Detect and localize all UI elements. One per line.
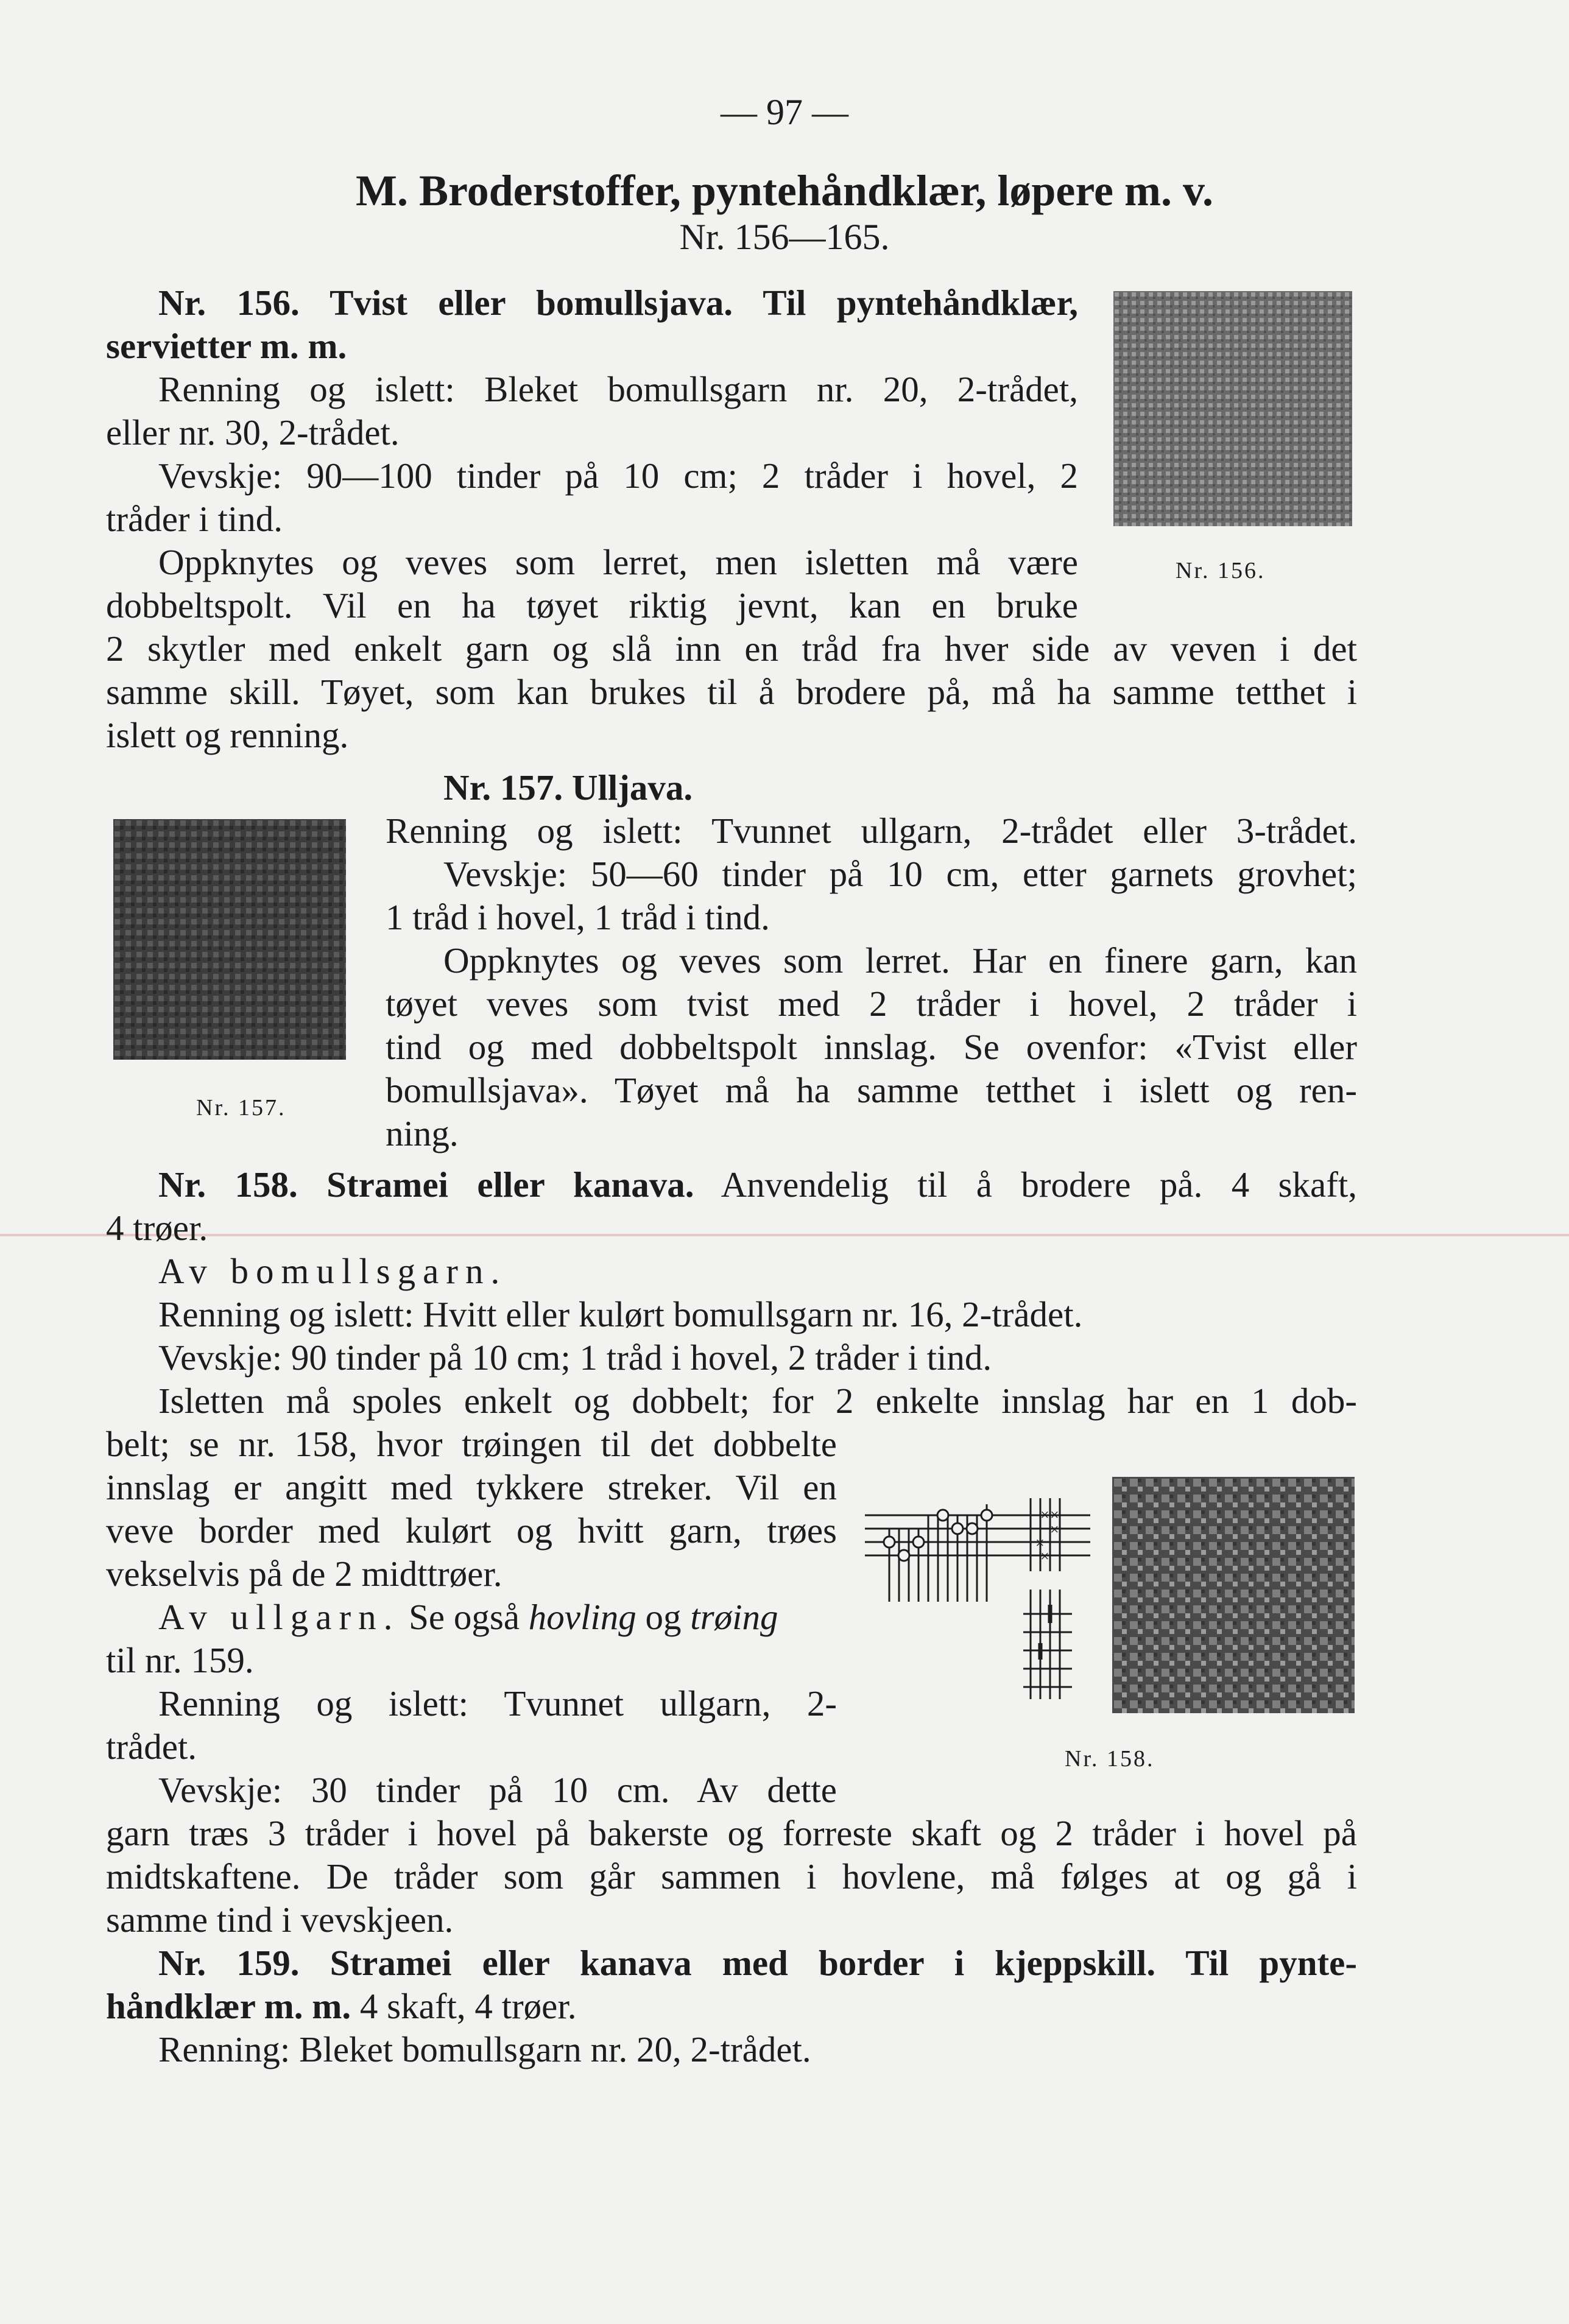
s158-line-8: innslag er angitt med tykkere streker. Vil en — [106, 1467, 837, 1507]
s159-line-3: Renning: Bleket bomullsgarn nr. 20, 2-trådet. — [158, 2029, 811, 2069]
svg-text:×: × — [1050, 1521, 1059, 1538]
s159-heading-cont: håndklær m. m. — [106, 1986, 351, 2026]
fabric-swatch-158 — [1112, 1477, 1355, 1713]
s159-heading-line-1 — [158, 1942, 1357, 1984]
fabric-swatch-156 — [1113, 291, 1352, 526]
s157-line-7: bomullsjava». Tøyet må ha samme tetthet i islett og ren- — [386, 1070, 1357, 1110]
s159-heading: Stramei eller kanava med border i kjeppskill. Til pynte- — [330, 1943, 1357, 1983]
s158-line-12: til nr. 159. — [106, 1640, 254, 1680]
s157-line-4: Oppknytes og veves som lerret. Har en finere garn, kan — [443, 940, 1357, 981]
s159-heading-line-2 — [106, 1985, 576, 2027]
section-range: Nr. 156—165. — [679, 217, 890, 257]
s156-heading-line-2: servietter m. m. — [106, 326, 347, 366]
s156-line-2: eller nr. 30, 2-trådet. — [106, 412, 400, 452]
s157-heading-line — [443, 766, 693, 809]
s156-line-8: samme skill. Tøyet, som kan brukes til å brodere på, må ha samme tetthet i — [106, 672, 1357, 712]
s158-line-14: trådet. — [106, 1727, 197, 1767]
s158-line-4: Renning og islett: Hvitt eller kulørt bomullsgarn nr. 16, 2-trådet. — [158, 1294, 1083, 1334]
s158-line-11 — [158, 1596, 778, 1638]
s156-line-1: Renning og islett: Bleket bomullsgarn nr. 20, 2-trådet, — [158, 369, 1078, 409]
svg-text:×: × — [1040, 1506, 1049, 1524]
s158-line-2: 4 trøer. — [106, 1208, 208, 1248]
caption-156: Nr. 156. — [1176, 558, 1266, 583]
s157-line-6: tind og med dobbeltspolt innslag. Se ovenfor: «Tvist eller — [386, 1027, 1357, 1067]
s156-line-6: dobbeltspolt. Vil en ha tøyet riktig jevnt, kan en bruke — [106, 585, 1078, 625]
s158-line-9: veve border med kulørt og hvitt garn, trøes — [106, 1510, 837, 1551]
s158-line-6: Isletten må spoles enkelt og dobbelt; for 2 enkelte innslag har en 1 dob- — [158, 1381, 1357, 1421]
s158-and: og — [636, 1597, 691, 1637]
s158-line-13: Renning og islett: Tvunnet ullgarn, 2- — [158, 1683, 837, 1724]
s158-troing: trøing — [690, 1597, 778, 1637]
s158-line-7: belt; se nr. 158, hvor trøingen til det dobbelte — [106, 1424, 837, 1464]
page-number: — 97 — — [721, 92, 848, 132]
s156-line-7: 2 skytler med enkelt garn og slå inn en tråd fra hver side av veven i det — [106, 629, 1357, 669]
s156-line-9: islett og renning. — [106, 715, 349, 755]
s158-line-16: garn træs 3 tråder i hovel på bakerste og forreste skaft og 2 tråder i hovel på — [106, 1813, 1357, 1853]
s157-line-2: Vevskje: 50—60 tinder på 10 cm, etter garnets grovhet; — [443, 854, 1357, 894]
svg-text:×: × — [1040, 1548, 1049, 1565]
s157-number: Nr. 157. — [443, 767, 563, 808]
s156-line-5: Oppknytes og veves som lerret, men isletten må være — [158, 542, 1078, 582]
s157-line-3: 1 tråd i hovel, 1 tråd i tind. — [386, 897, 770, 937]
s158-see-also: Se også — [400, 1597, 529, 1637]
svg-text:×: × — [1050, 1506, 1059, 1524]
caption-158: Nr. 158. — [1065, 1746, 1155, 1772]
s158-line-15: Vevskje: 30 tinder på 10 cm. Av dette — [158, 1770, 837, 1810]
s158-heading: Stramei eller kanava. — [326, 1164, 694, 1205]
s156-line-4: tråder i tind. — [106, 499, 283, 539]
s158-line-3: Av bomullsgarn. — [158, 1251, 507, 1291]
s159-number: Nr. 159. — [158, 1943, 300, 1983]
section-title: M. Broderstoffer, pyntehåndklær, løpere m. v. — [355, 166, 1213, 215]
fabric-swatch-157 — [113, 819, 346, 1060]
s157-line-1: Renning og islett: Tvunnet ullgarn, 2-trådet eller 3-trådet. — [386, 811, 1357, 851]
weaving-draft-158 — [859, 1480, 1102, 1711]
s157-line-5: tøyet veves som tvist med 2 tråder i hovel, 2 tråder i — [386, 984, 1357, 1024]
caption-157: Nr. 157. — [196, 1095, 286, 1121]
s158-number: Nr. 158. — [158, 1164, 298, 1205]
s158-heading-line — [158, 1163, 1357, 1206]
s156-line-3: Vevskje: 90—100 tinder på 10 cm; 2 tråder i hovel, 2 — [158, 456, 1078, 496]
page-fold-line — [0, 1234, 1569, 1236]
s158-line-5: Vevskje: 90 tinder på 10 cm; 1 tråd i hovel, 2 tråder i tind. — [158, 1337, 992, 1378]
s157-heading: Ulljava. — [571, 767, 693, 808]
s156-heading: Tvist eller bomullsjava. Til pyntehåndklær, — [330, 283, 1078, 323]
s158-line-18: samme tind i vevskjeen. — [106, 1900, 454, 1940]
s158-hovling: hovling — [528, 1597, 636, 1637]
s156-heading-line-1 — [158, 281, 1078, 324]
s159-heading-rest: 4 skaft, 4 trøer. — [351, 1986, 577, 2026]
s158-line-17: midtskaftene. De tråder som går sammen i hovlene, må følges at og gå i — [106, 1856, 1357, 1896]
s158-heading-rest: Anvendelig til å brodere på. 4 skaft, — [721, 1164, 1358, 1205]
s157-line-8: ning. — [386, 1113, 459, 1153]
svg-text:×: × — [1035, 1534, 1045, 1552]
s158-ullgarn-label: Av ullgarn. — [158, 1597, 400, 1637]
s156-number: Nr. 156. — [158, 283, 300, 323]
s158-line-10: vekselvis på de 2 midttrøer. — [106, 1554, 502, 1594]
